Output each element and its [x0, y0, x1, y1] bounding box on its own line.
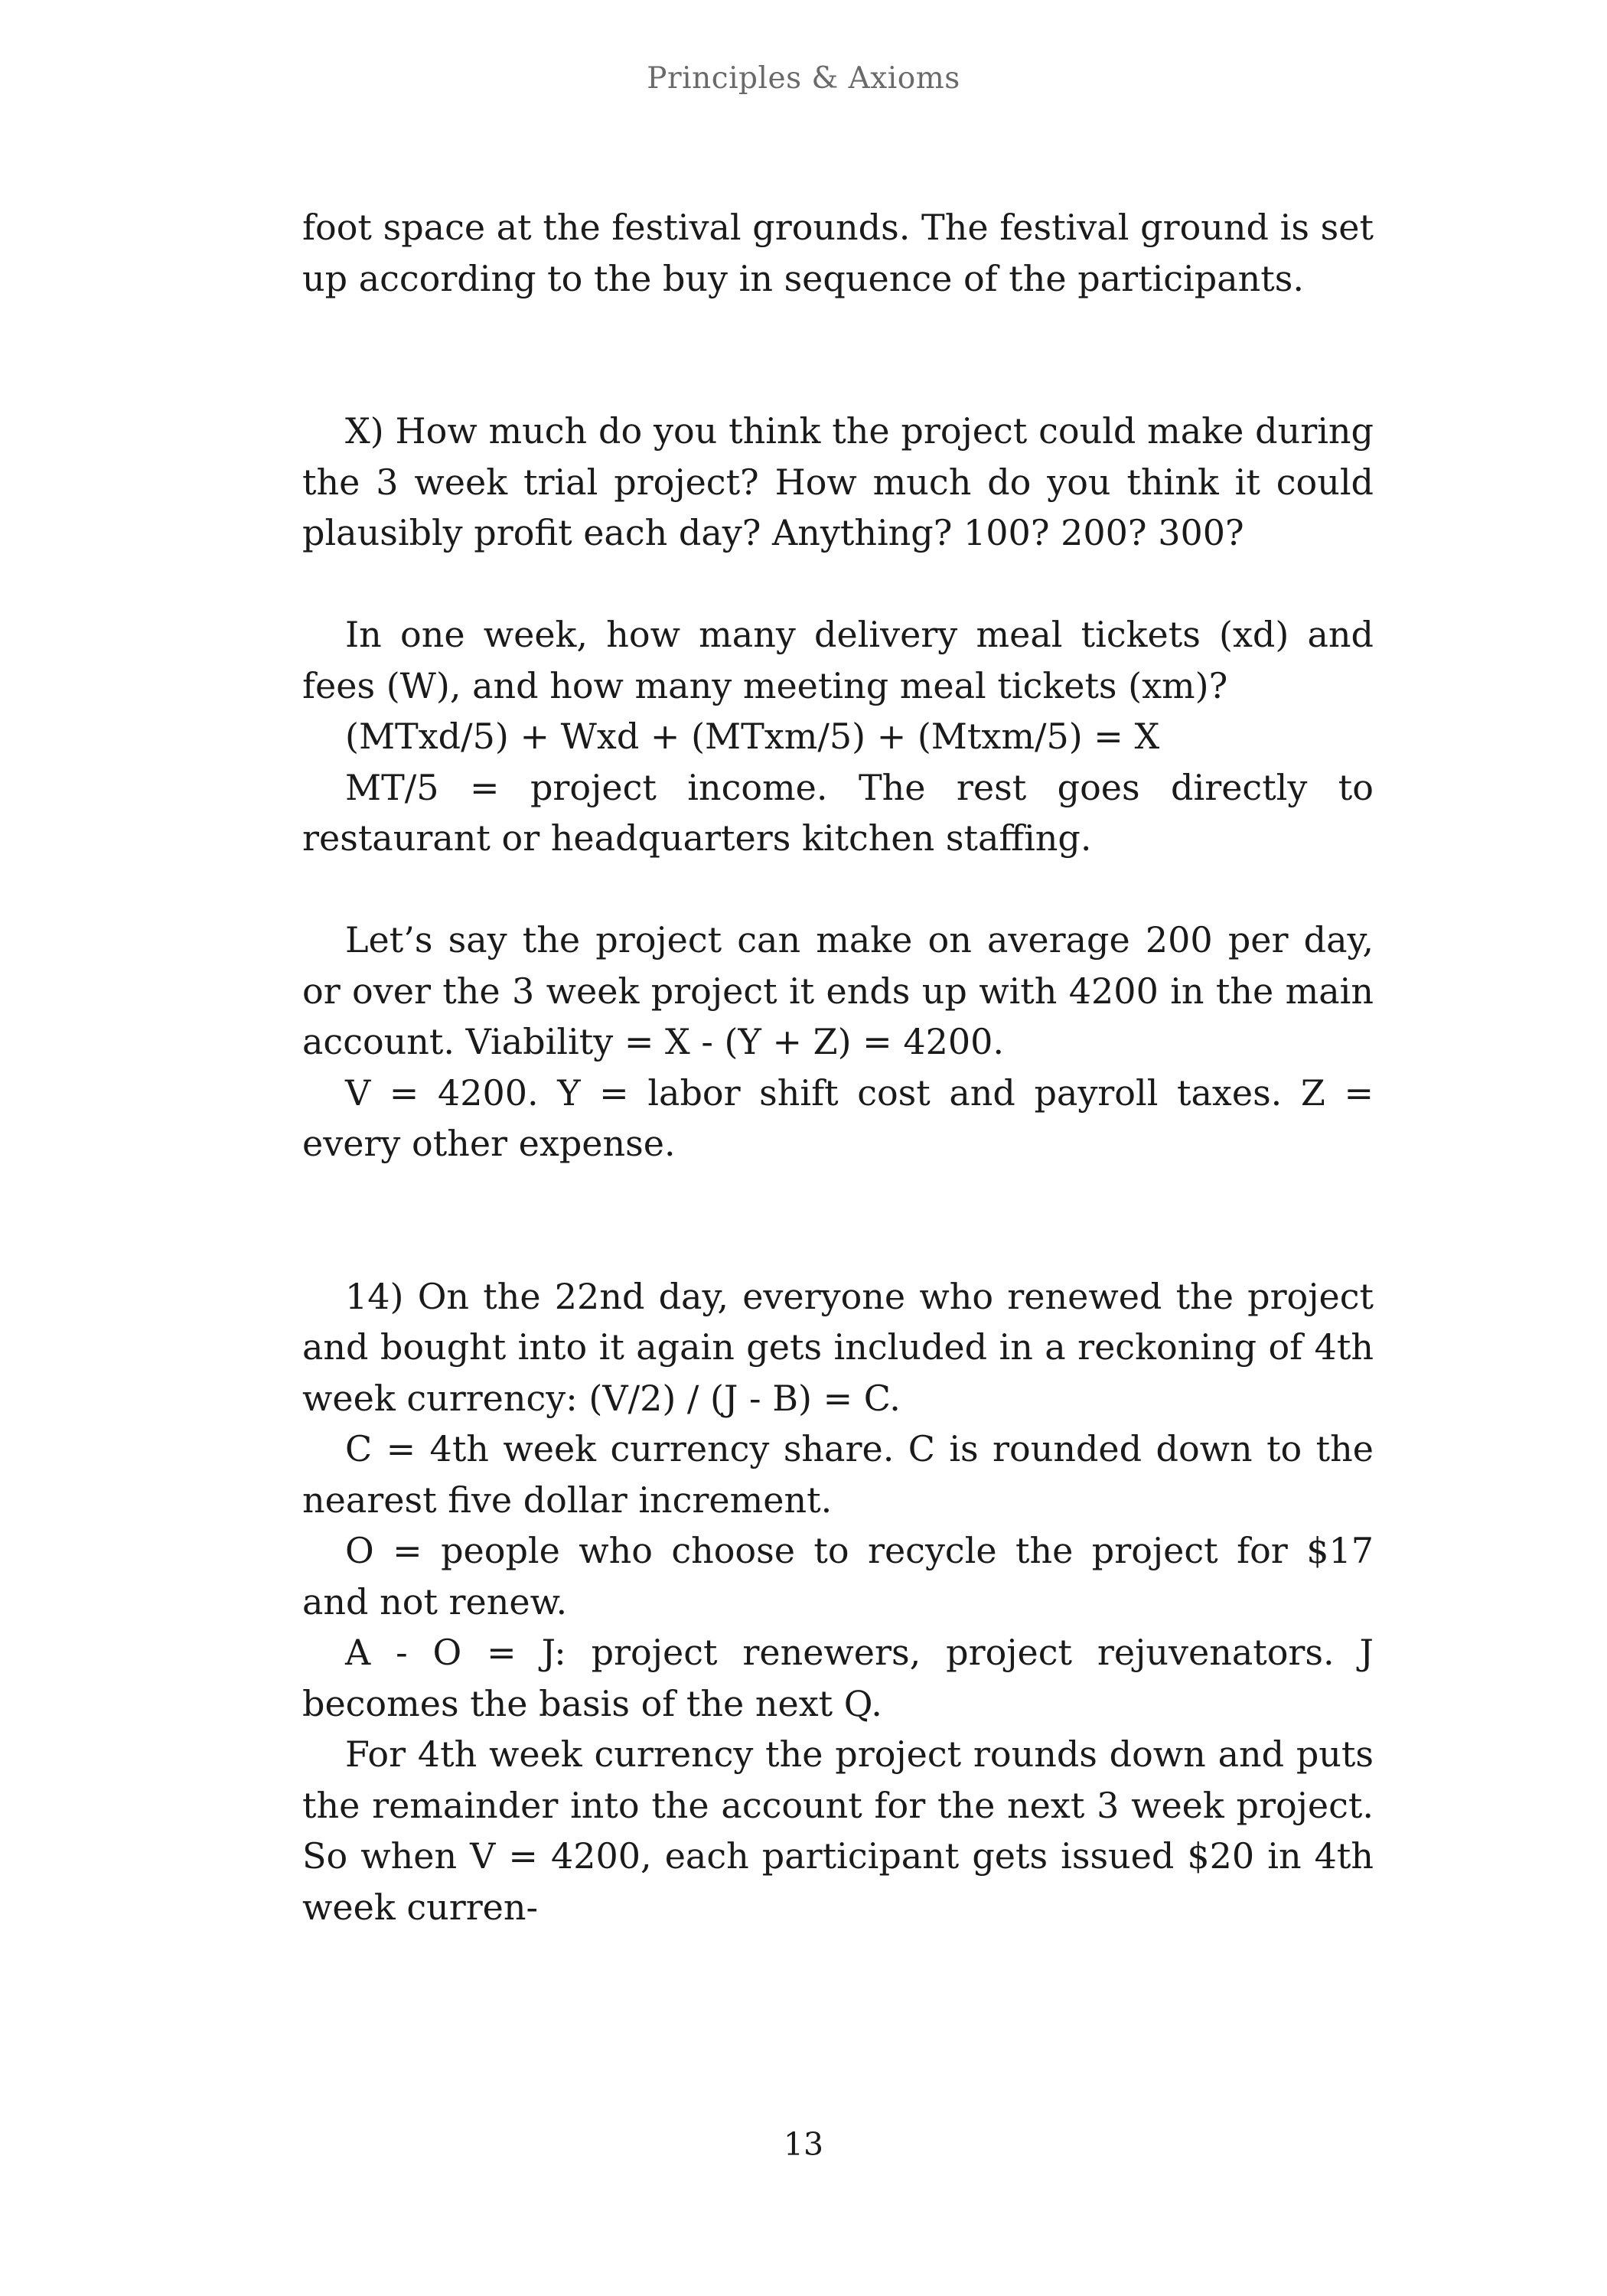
paragraph-rounding: For 4th week currency the project rounds down and puts the remainder into the account for the next 3 week project. So when V = 4200, each participant gets issued $20 in 4th week curren-: [302, 1733, 1374, 1928]
paragraph-viability: Let’s say the project can make on average 200 per day, or over the 3 week project it ends up with 4200 in the main account. Viability = X - (Y + Z) = 4200.: [302, 919, 1374, 1062]
paragraph-item-14: 14) On the 22nd day, everyone who renewed the project and bought into it again gets included in a reckoning of 4th week currency: (V/2) / (J - B) = C.: [302, 1275, 1374, 1419]
formula-x: (MTxd/5) + Wxd + (MTxm/5) + (Mtxm/5) = X: [345, 716, 1160, 757]
paragraph-o-definition: O = people who choose to recycle the project for $17 and not renew.: [302, 1530, 1374, 1623]
paragraph-one-week: In one week, how many delivery meal tickets (xd) and fees (W), and how many meeting meal tickets (xm)?: [302, 614, 1374, 706]
paragraph-c-definition: C = 4th week currency share. C is rounded down to the nearest five dollar increment.: [302, 1428, 1374, 1521]
paragraph-continuation: foot space at the festival grounds. The festival ground is set up according to the buy in sequence of the participants.: [302, 207, 1374, 299]
paragraph-project-income: MT/5 = project income. The rest goes directly to restaurant or headquarters kitchen staffing.: [302, 766, 1374, 859]
page-number: 13: [783, 2126, 824, 2163]
paragraph-question-x: X) How much do you think the project could make during the 3 week trial project? How much do you think it could plausibly profit each day? Anything? 100? 200? 300?: [302, 410, 1374, 553]
body-text: [302, 202, 1374, 1932]
paragraph-definitions: V = 4200. Y = labor shift cost and payroll taxes. Z = every other expense.: [302, 1071, 1374, 1164]
paragraph-j-definition: A - O = J: project renewers, project rejuvenators. J becomes the basis of the next Q.: [302, 1632, 1374, 1724]
running-head: Principles & Axioms: [647, 61, 960, 96]
